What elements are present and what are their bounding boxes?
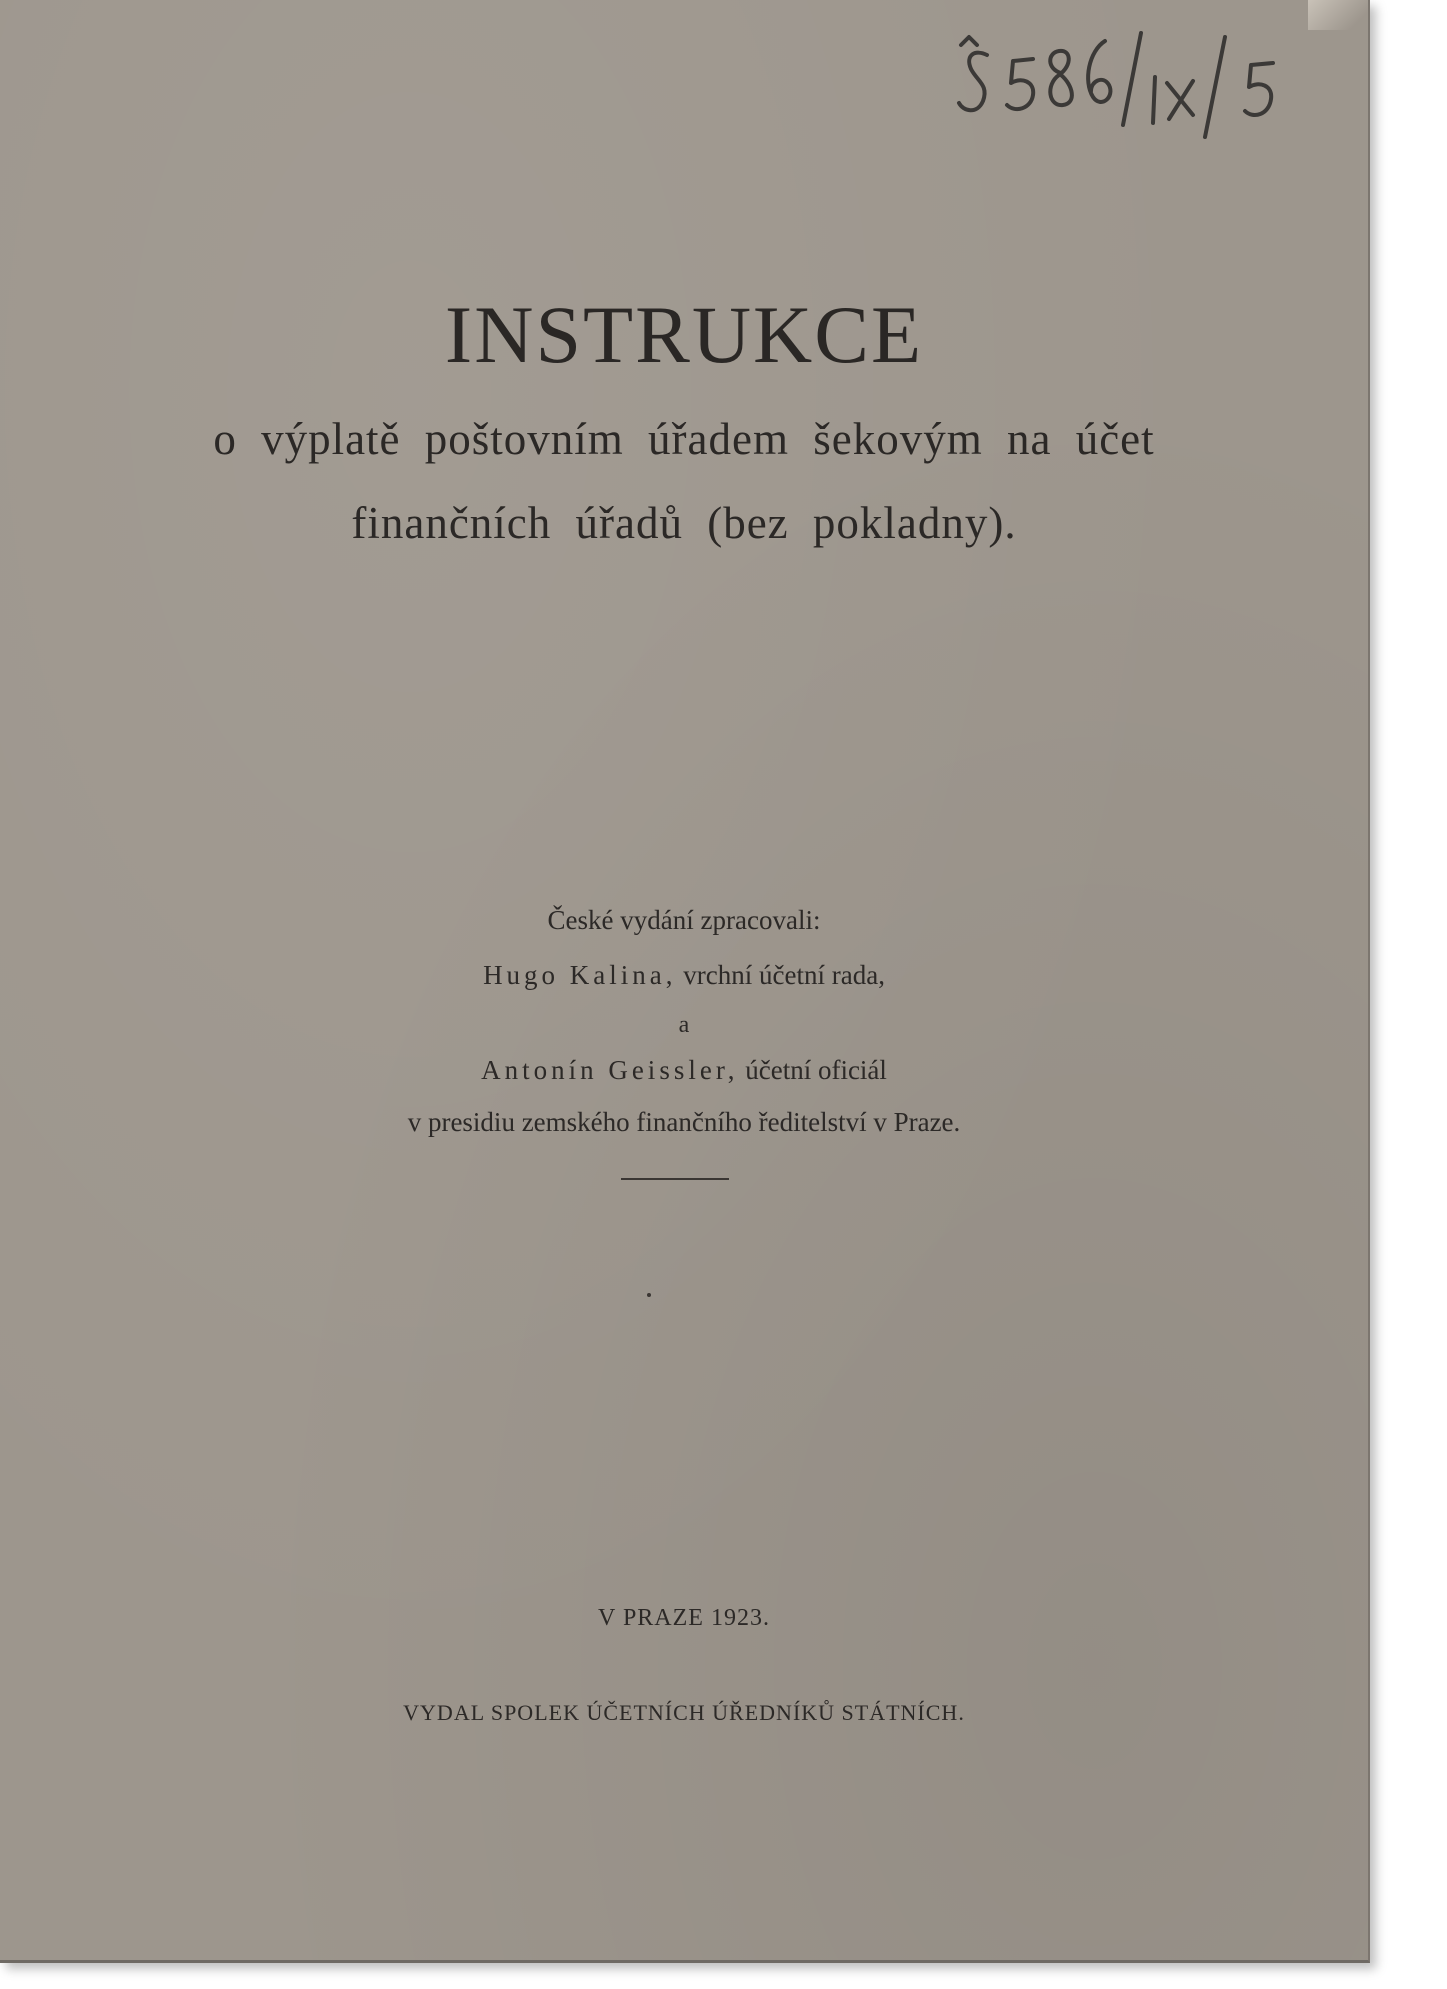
- divider-rule: [621, 1178, 729, 1180]
- subtitle-line-1: o výplatě poštovním úřadem šekovým na účet: [213, 414, 1155, 464]
- ornament-dot: [647, 1293, 651, 1297]
- author-1-name: Hugo Kalina,: [483, 960, 677, 990]
- subtitle-line-2: finančních úřadů (bez pokladny).: [351, 498, 1017, 548]
- author-2-name: Antonín Geissler,: [481, 1055, 739, 1085]
- author-1-role: vrchní účetní rada,: [683, 960, 885, 990]
- author-2-role: účetní oficiál: [745, 1055, 887, 1085]
- handwritten-shelfmark: [955, 25, 1295, 155]
- place-and-year: V PRAZE 1923.: [598, 1605, 770, 1631]
- credits-author-1: [0, 960, 1368, 991]
- document-title: INSTRUKCE: [444, 289, 924, 380]
- credits-institution: v presidiu zemského finančního ředitelství v Praze.: [407, 1107, 961, 1137]
- credits-intro: České vydání zpracovali:: [547, 905, 821, 935]
- credits-conjunction: a: [678, 1012, 690, 1038]
- publisher-line: VYDAL SPOLEK ÚČETNÍCH ÚŘEDNÍKŮ STÁTNÍCH.: [403, 1700, 965, 1725]
- credits-author-2: [0, 1055, 1368, 1086]
- worn-corner: [1308, 0, 1368, 30]
